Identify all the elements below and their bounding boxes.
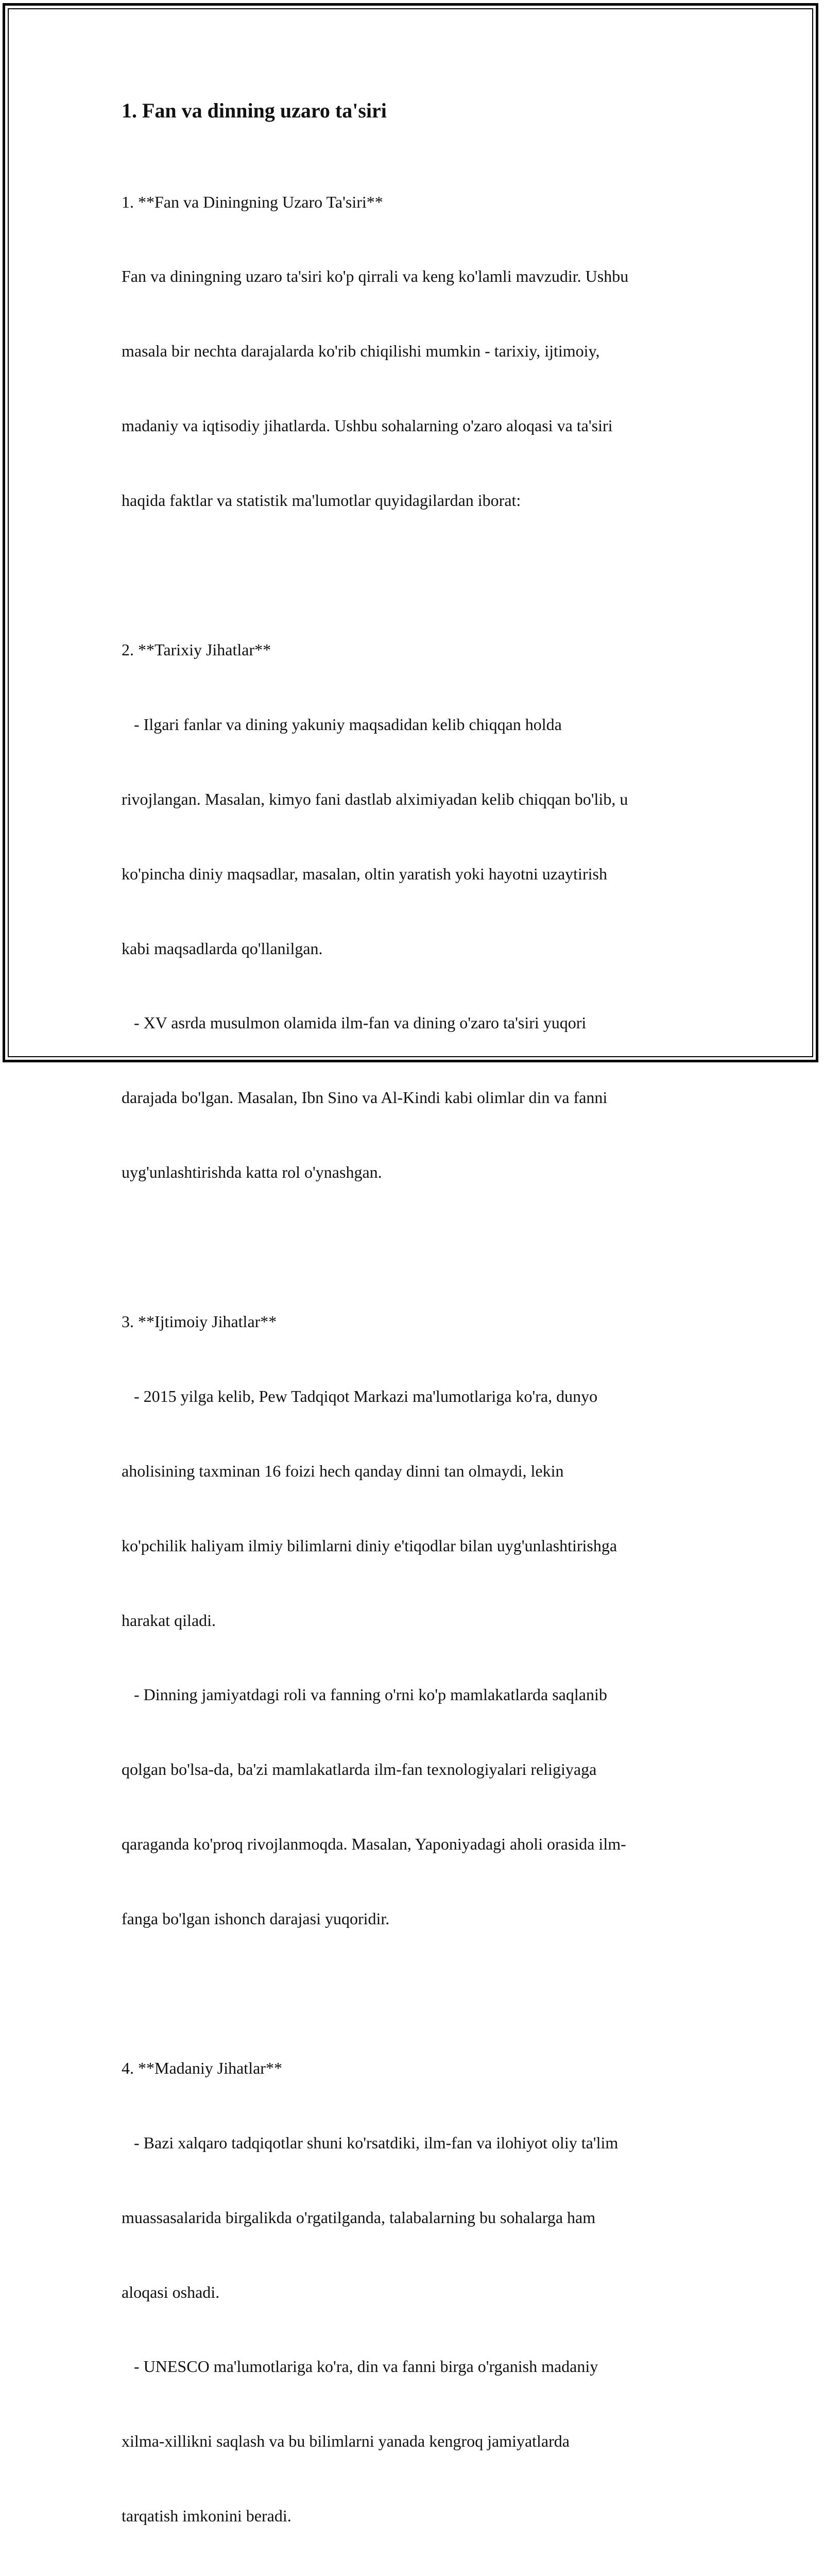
document-text <box>122 140 709 2576</box>
text-line: 4. **Madaniy Jihatlar** <box>122 2058 282 2077</box>
document-title: 1. Fan va dinning uzaro ta'siri <box>122 99 387 122</box>
text-line: muassasalarida birgalikda o'rgatilganda, talabalarning bu sohalarga ham <box>122 2208 596 2227</box>
text-line: darajada bo'lgan. Masalan, Ibn Sino va Al-Kindi kabi olimlar din va fanni <box>122 1088 608 1107</box>
blank-line <box>122 1234 709 1259</box>
document-body <box>122 94 709 2576</box>
text-line: masala bir nechta darajalarda ko'rib chiqilishi mumkin - tarixiy, ijtimoiy, <box>122 342 600 361</box>
text-line: haqida faktlar va statistik ma'lumotlar quyidagilardan iborat: <box>122 491 521 510</box>
blank-line <box>122 563 709 587</box>
text-line: - Ilgari fanlar va dining yakuniy maqsadidan kelib chiqqan holda <box>122 715 562 734</box>
text-line: - Bazi xalqaro tadqiqotlar shuni ko'rsatdiki, ilm-fan va ilohiyot oliy ta'lim <box>122 2133 619 2152</box>
text-line: aloqasi oshadi. <box>122 2282 220 2301</box>
blank-line <box>122 1981 709 2006</box>
text-line: 3. **Ijtimoiy Jihatlar** <box>122 1312 277 1331</box>
text-line: xilma-xillikni saqlash va bu bilimlarni yanada kengroq jamiyatlarda <box>122 2432 570 2451</box>
text-line: ko'pincha diniy maqsadlar, masalan, oltin yaratish yoki hayotni uzaytirish <box>122 864 607 883</box>
text-line: rivojlangan. Masalan, kimyo fani dastlab alximiyadan kelib chiqqan bo'lib, u <box>122 789 628 808</box>
text-line: - 2015 yilga kelib, Pew Tadqiqot Markazi ma'lumotlariga ko'ra, dunyo <box>122 1386 598 1405</box>
text-line: qaraganda ko'proq rivojlanmoqda. Masalan, Yaponiyadagi aholi orasida ilm- <box>122 1835 626 1854</box>
text-line: 1. **Fan va Diningning Uzaro Ta'siri** <box>122 192 383 211</box>
text-line: aholisining taxminan 16 foizi hech qanday dinni tan olmaydi, lekin <box>122 1461 564 1480</box>
text-line: - XV asrda musulmon olamida ilm-fan va dining o'zaro ta'siri yuqori <box>122 1013 587 1032</box>
text-line: harakat qiladi. <box>122 1611 216 1630</box>
text-line: qolgan bo'lsa-da, ba'zi mamlakatlarda ilm-fan texnologiyalari religiyaga <box>122 1760 597 1779</box>
text-line: tarqatish imkonini beradi. <box>122 2506 291 2526</box>
text-line: ko'pchilik haliyam ilmiy bilimlarni diniy e'tiqodlar bilan uyg'unlashtirishga <box>122 1536 617 1555</box>
text-line: Fan va diningning uzaro ta'siri ko'p qirrali va keng ko'lamli mavzudir. Ushbu <box>122 267 629 286</box>
text-line: kabi maqsadlarda qo'llanilgan. <box>122 939 323 958</box>
text-line: 2. **Tarixiy Jihatlar** <box>122 640 271 659</box>
text-line: - UNESCO ma'lumotlariga ko'ra, din va fanni birga o'rganish madaniy <box>122 2357 598 2376</box>
text-line: - Dinning jamiyatdagi roli va fanning o'rni ko'p mamlakatlarda saqlanib <box>122 1685 607 1704</box>
text-line: uyg'unlashtirishda katta rol o'ynashgan. <box>122 1163 382 1182</box>
text-line: fanga bo'lgan ishonch darajasi yuqoridir. <box>122 1909 390 1928</box>
text-line: madaniy va iqtisodiy jihatlarda. Ushbu sohalarning o'zaro aloqasi va ta'siri <box>122 416 613 435</box>
